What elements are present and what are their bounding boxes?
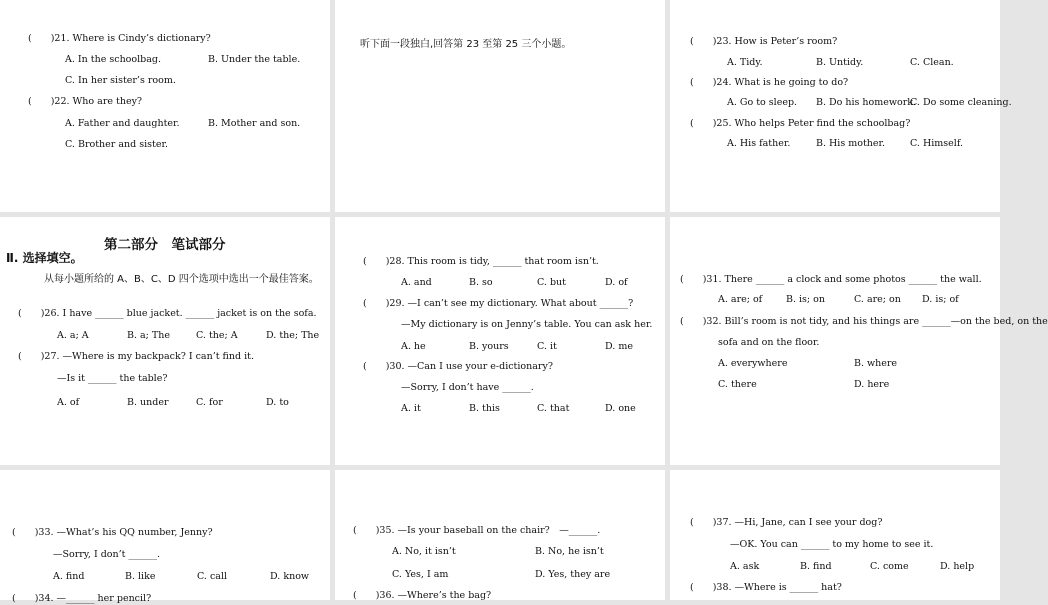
option-d: D. help	[940, 561, 975, 572]
page-panel-7	[0, 470, 330, 604]
question-38: ( )38. —Where is ______ hat?	[690, 582, 842, 593]
option-d: D. here	[854, 379, 890, 390]
option-c: C. Do some cleaning.	[910, 97, 1012, 108]
option-c: C. the; A	[196, 330, 238, 341]
section-heading: Ⅱ. 选择填空。	[6, 251, 83, 265]
page-panel-1	[0, 0, 330, 212]
option-d: D. the; The	[266, 330, 320, 341]
option-a: A. Go to sleep.	[727, 97, 798, 108]
option-a: A. a; A	[57, 330, 89, 341]
option-c: C. Brother and sister.	[65, 139, 168, 150]
option-a: A. of	[57, 397, 80, 408]
option-a: A. find	[53, 571, 85, 582]
question-37-line-2: —OK. You can ______ to my home to see it.	[730, 539, 934, 550]
question-28: ( )28. This room is tidy, ______ that room isn’t.	[363, 256, 599, 267]
option-c: C. Yes, I am	[392, 569, 449, 580]
option-a: A. Tidy.	[727, 57, 763, 68]
option-a: A. are; of	[718, 294, 763, 305]
option-d: D. me	[605, 341, 633, 352]
part-title: 第二部分 笔试部分	[104, 237, 226, 253]
option-c: C. it	[537, 341, 557, 352]
question-34: ( )34. —______ her pencil?	[12, 593, 152, 604]
section-instruction: 从每小题所给的 A、B、C、D 四个选项中选出一个最佳答案。	[44, 274, 319, 285]
question-30-line-2: —Sorry, I don’t have ______.	[401, 382, 534, 393]
question-27-line-2: —Is it ______ the table?	[57, 373, 168, 384]
option-b: B. No, he isn’t	[535, 546, 604, 557]
option-b: B. Do his homework.	[816, 97, 917, 108]
question-26: ( )26. I have ______ blue jacket. ______ jacket is on the sofa.	[18, 308, 317, 319]
option-b: B. so	[469, 277, 493, 288]
question-33-line-2: —Sorry, I don’t ______.	[53, 549, 161, 560]
option-b: B. find	[800, 561, 832, 572]
option-d: D. Yes, they are	[535, 569, 611, 580]
option-b: B. yours	[469, 341, 509, 352]
question-36: ( )36. —Where’s the bag?	[353, 590, 492, 601]
page-panel-9	[670, 470, 1000, 600]
page-panel-2	[335, 0, 665, 212]
option-b: B. His mother.	[816, 138, 886, 149]
option-a: A. In the schoolbag.	[65, 54, 162, 65]
option-c: C. In her sister’s room.	[65, 75, 176, 86]
option-d: D. to	[266, 397, 289, 408]
option-a: A. ask	[730, 561, 760, 572]
question-33: ( )33. —What’s his QQ number, Jenny?	[12, 527, 213, 538]
option-c: C. for	[196, 397, 223, 408]
option-a: A. and	[401, 277, 432, 288]
option-b: B. under	[127, 397, 169, 408]
option-c: C. Clean.	[910, 57, 954, 68]
question-29: ( )29. —I can’t see my dictionary. What about ______?	[363, 298, 634, 309]
option-d: D. of	[605, 277, 628, 288]
option-a: A. he	[401, 341, 426, 352]
question-32: ( )32. Bill’s room is not tidy, and his things are ______—on the bed, on the	[680, 316, 1048, 327]
listening-instruction: 听下面一段独白,回答第 23 至第 25 三个小题。	[360, 39, 572, 50]
question-37: ( )37. —Hi, Jane, can I see your dog?	[690, 517, 883, 528]
question-31: ( )31. There ______ a clock and some photos ______ the wall.	[680, 274, 982, 285]
option-b: B. is; on	[786, 294, 825, 305]
page-panel-8	[335, 470, 665, 600]
question-22: ( )22. Who are they?	[28, 96, 143, 107]
option-c: C. call	[197, 571, 228, 582]
option-d: D. know	[270, 571, 310, 582]
option-b: B. this	[469, 403, 500, 414]
option-a: A. His father.	[727, 138, 791, 149]
question-24: ( )24. What is he going to do?	[690, 77, 849, 88]
option-a: A. No, it isn’t	[392, 546, 456, 557]
page-panel-6	[670, 217, 1048, 465]
page-panel-5	[335, 217, 665, 465]
question-25: ( )25. Who helps Peter find the schoolbag?	[690, 118, 911, 129]
option-c: C. come	[870, 561, 909, 572]
option-b: B. where	[854, 358, 898, 369]
option-a: A. Father and daughter.	[65, 118, 180, 129]
question-23: ( )23. How is Peter’s room?	[690, 36, 838, 47]
option-a: A. it	[401, 403, 421, 414]
option-c: C. there	[718, 379, 757, 390]
question-27: ( )27. —Where is my backpack? I can’t find it.	[18, 351, 254, 362]
question-32-line-2: sofa and on the floor.	[718, 337, 820, 348]
option-c: C. are; on	[854, 294, 901, 305]
question-35: ( )35. —Is your baseball on the chair? —______.	[353, 525, 601, 536]
option-c: C. Himself.	[910, 138, 964, 149]
page-panel-4	[0, 217, 330, 465]
question-21: ( )21. Where is Cindy’s dictionary?	[28, 33, 211, 44]
option-b: B. Under the table.	[208, 54, 301, 65]
option-d: D. one	[605, 403, 636, 414]
option-c: C. that	[537, 403, 570, 414]
option-b: B. Untidy.	[816, 57, 864, 68]
option-b: B. Mother and son.	[208, 118, 301, 129]
option-d: D. is; of	[922, 294, 959, 305]
option-c: C. but	[537, 277, 566, 288]
option-a: A. everywhere	[718, 358, 788, 369]
option-b: B. like	[125, 571, 156, 582]
option-b: B. a; The	[127, 330, 170, 341]
question-29-line-2: —My dictionary is on Jenny’s table. You can ask her.	[401, 319, 653, 330]
question-30: ( )30. —Can I use your e-dictionary?	[363, 361, 553, 372]
page-panel-3	[670, 0, 1012, 212]
